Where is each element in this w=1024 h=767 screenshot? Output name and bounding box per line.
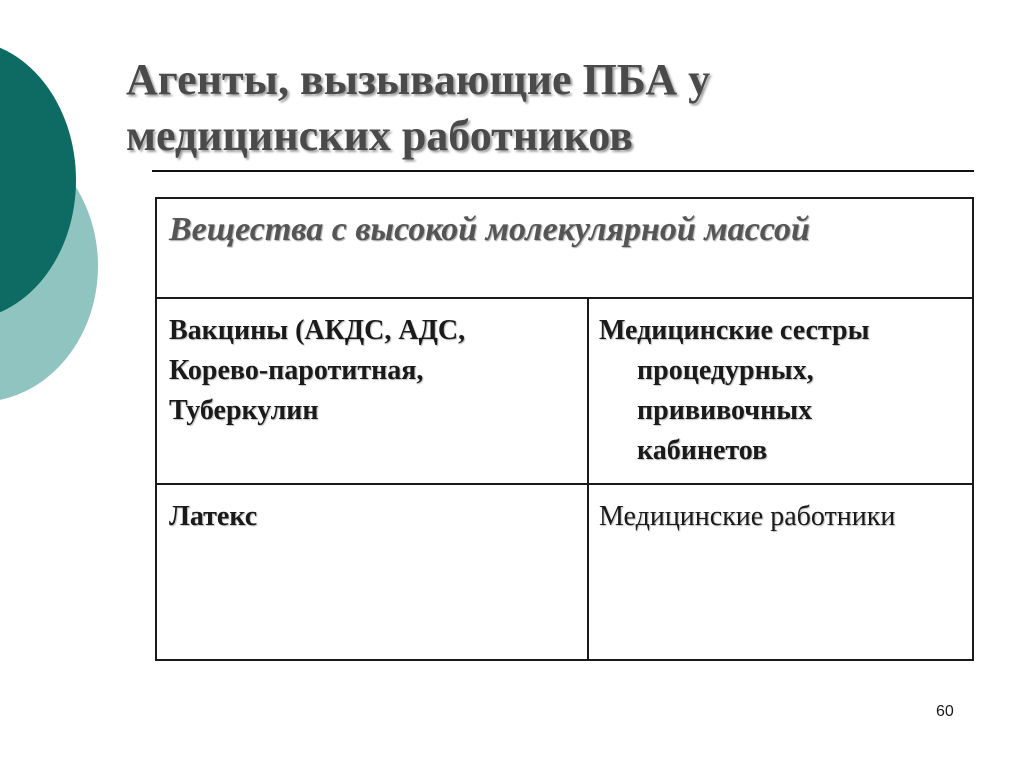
agent-line: Латекс	[169, 501, 258, 532]
table-cell-workers	[588, 484, 973, 660]
workers-line: Медицинские работники	[599, 501, 896, 532]
slide-title-line-1: Агенты, вызывающие ПБА у	[126, 55, 711, 104]
workers-line: прививочных	[637, 395, 813, 426]
agent-line: Корево-паротитная,	[169, 355, 424, 386]
table-row	[156, 484, 973, 660]
slide-title-line-2: медицинских работников	[126, 111, 633, 160]
table-cell-workers	[588, 298, 973, 484]
table-header-row	[156, 198, 973, 298]
table-cell-agent	[156, 298, 588, 484]
table-cell-agent	[156, 484, 588, 660]
agent-text-latex	[169, 497, 577, 537]
workers-line: процедурных,	[637, 355, 814, 386]
workers-text-nurses	[599, 311, 964, 471]
workers-line: Медицинские сестры	[599, 315, 870, 346]
table-header-cell	[156, 198, 973, 298]
workers-text-medical-staff	[599, 497, 964, 537]
page-number: 60	[936, 703, 954, 720]
agent-line: Туберкулин	[169, 395, 319, 426]
table-header-text: Вещества с высокой молекулярной массой	[169, 211, 810, 248]
table-row	[156, 298, 973, 484]
agent-text-vaccines	[169, 311, 577, 431]
agent-line: Вакцины (АКДС, АДС,	[169, 315, 466, 346]
title-underline-rule	[152, 170, 974, 172]
workers-line: кабинетов	[637, 435, 768, 466]
agents-table	[155, 197, 974, 661]
slide-title	[126, 52, 986, 164]
